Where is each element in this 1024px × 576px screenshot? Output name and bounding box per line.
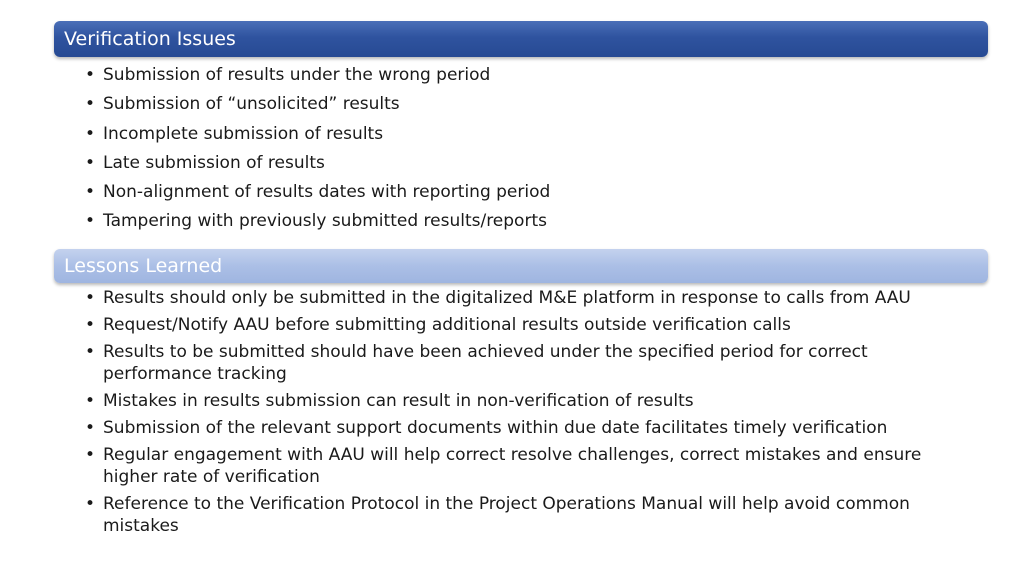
list-item: • Submission of the relevant support documents within due date facilitates timely verification [85, 417, 965, 439]
list-item: • Tampering with previously submitted results/reports [85, 207, 965, 236]
list-item: • Non-alignment of results dates with reporting period [85, 178, 965, 207]
list-item: • Mistakes in results submission can result in non-verification of results [85, 390, 965, 412]
verification-issues-list [85, 61, 965, 237]
list-item: • Submission of “unsolicited” results [85, 90, 965, 119]
list-item: • Request/Notify AAU before submitting additional results outside verification calls [85, 314, 965, 336]
verification-issues-banner [54, 21, 988, 57]
list-item: • Incomplete submission of results [85, 120, 965, 149]
list-item: • Submission of results under the wrong period [85, 61, 965, 90]
list-item: • Late submission of results [85, 149, 965, 178]
lessons-learned-list [85, 287, 965, 542]
list-item: • Reference to the Verification Protocol in the Project Operations Manual will help avoid common mistakes [85, 493, 965, 537]
lessons-learned-title: Lessons Learned [64, 255, 223, 277]
verification-issues-title: Verification Issues [64, 28, 236, 50]
list-item: • Results to be submitted should have been achieved under the specified period for correct performance tracking [85, 341, 965, 385]
lessons-learned-banner [54, 249, 988, 283]
list-item: • Regular engagement with AAU will help correct resolve challenges, correct mistakes and ensure higher rate of verification [85, 444, 965, 488]
list-item: • Results should only be submitted in the digitalized M&E platform in response to calls from AAU [85, 287, 965, 309]
